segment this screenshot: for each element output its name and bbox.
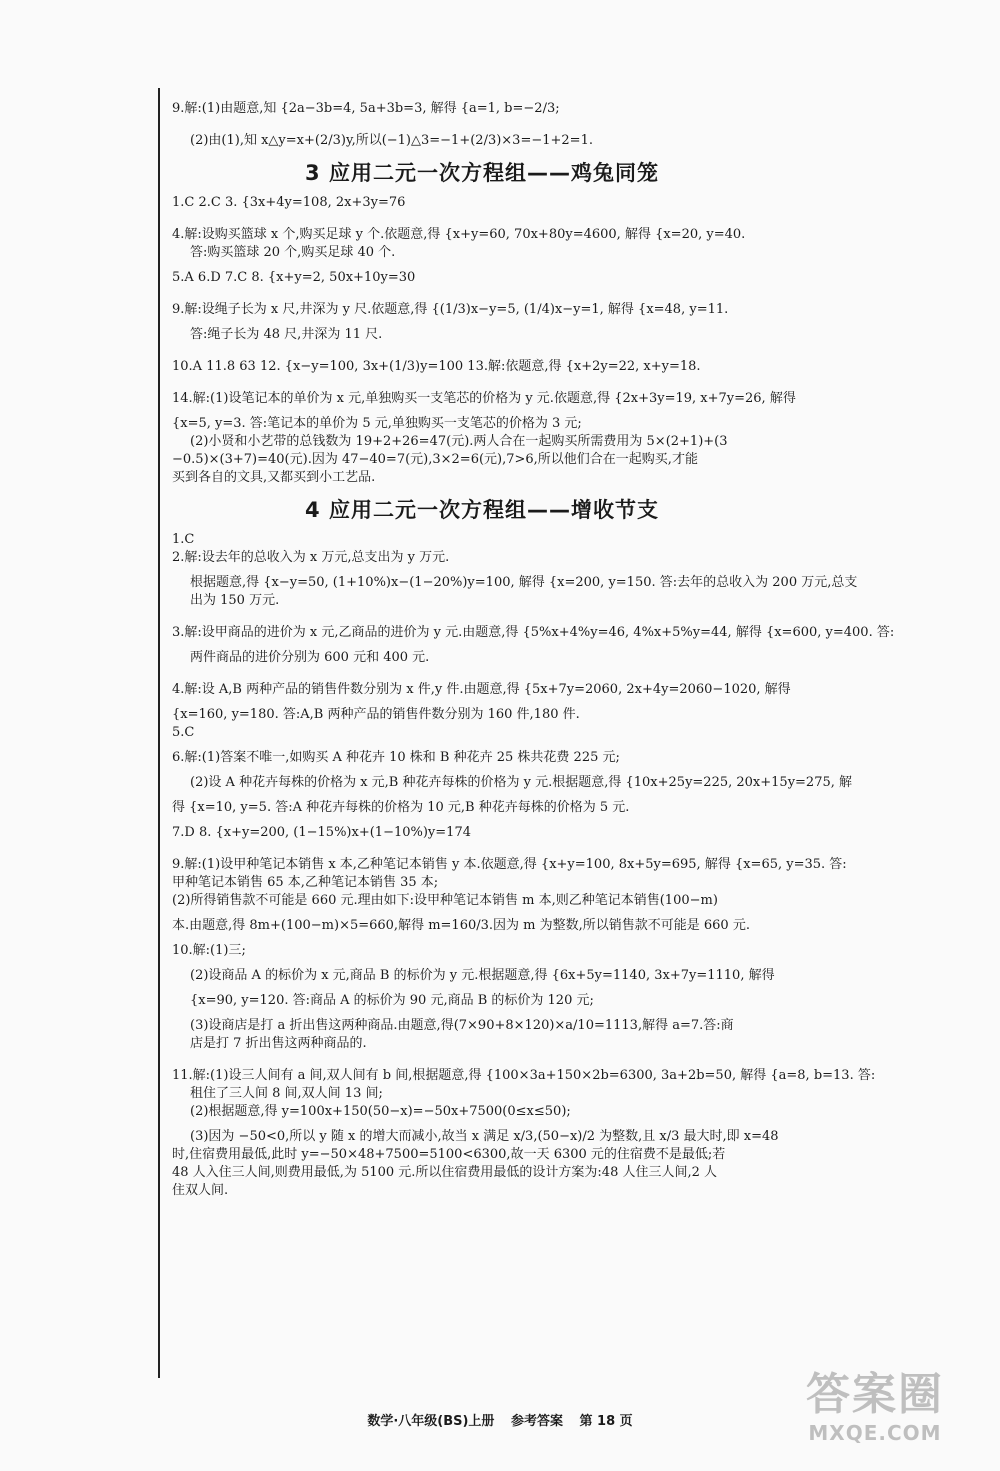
answer-line: 1.C 2.C 3. {3x+4y=108, 2x+3y=76 xyxy=(172,195,406,210)
margin-rule xyxy=(158,88,160,1378)
page-number: 第 18 页 xyxy=(579,1414,633,1429)
answer-line: 7.D 8. {x+y=200, (1−15%)x+(1−10%)y=174 xyxy=(172,825,471,840)
answer-line: 1.C xyxy=(172,532,195,547)
answer-line: (2)设商品 A 的标价为 x 元,商品 B 的标价为 y 元.根据题意,得 {6x+5y=1140, 3x+7y=1110, 解得 xyxy=(190,968,775,983)
answer-line: {x=160, y=180. 答:A,B 两种产品的销售件数分别为 160 件,180 件. xyxy=(172,707,580,722)
answer-line: 根据题意,得 {x−y=50, (1+10%)x−(1−20%)y=100, 解得 {x=200, y=150. 答:去年的总收入为 200 万元,总支 xyxy=(190,575,858,590)
answer-line: 买到各自的文具,又都买到小工艺品. xyxy=(172,470,376,485)
answer-line: (3)设商店是打 a 折出售这两种商品.由题意,得(7×90+8×120)×a/10=1113,解得 a=7.答:商 xyxy=(190,1018,734,1033)
answer-line: 9.解:(1)设甲种笔记本销售 x 本,乙种笔记本销售 y 本.依题意,得 {x+y=100, 8x+5y=695, 解得 {x=65, y=35. 答: xyxy=(172,857,847,872)
answer-line: 4.解:设 A,B 两种产品的销售件数分别为 x 件,y 件.由题意,得 {5x+7y=2060, 2x+4y=2060−1020, 解得 xyxy=(172,682,791,697)
answer-line: (2)由(1),知 x△y=x+(2/3)y,所以(−1)△3=−1+(2/3)×3=−1+2=1. xyxy=(190,133,593,148)
section-4-title: 4 应用二元一次方程组——增收节支 xyxy=(305,498,659,522)
answer-line: {x=5, y=3. 答:笔记本的单价为 5 元,单独购买一支笔芯的价格为 3 元; xyxy=(172,416,582,431)
answer-line: (3)因为 −50<0,所以 y 随 x 的增大而减小,故当 x 满足 x/3,(50−x)/2 为整数,且 x/3 最大时,即 x=48 xyxy=(190,1129,779,1144)
answer-line: 14.解:(1)设笔记本的单价为 x 元,单独购买一支笔芯的价格为 y 元.依题意,得 {2x+3y=19, x+7y=26, 解得 xyxy=(172,391,796,406)
answer-line: {x=90, y=120. 答:商品 A 的标价为 90 元,商品 B 的标价为 120 元; xyxy=(190,993,594,1008)
answer-line: (2)设 A 种花卉每株的价格为 x 元,B 种花卉每株的价格为 y 元.根据题意,得 {10x+25y=225, 20x+15y=275, 解 xyxy=(190,775,853,790)
watermark-logo-text: 答案圈 xyxy=(806,1369,944,1420)
answer-line: 店是打 7 折出售这两种商品的. xyxy=(190,1036,367,1051)
answer-line: 甲种笔记本销售 65 本,乙种笔记本销售 35 本; xyxy=(172,875,439,890)
answer-line: 本.由题意,得 8m+(100−m)×5=660,解得 m=160/3.因为 m 为整数,所以销售款不可能是 660 元. xyxy=(172,918,750,933)
answer-line: 10.解:(1)三; xyxy=(172,943,246,958)
answer-line: 时,住宿费用最低,此时 y=−50×48+7500=5100<6300,故一天 6300 元的住宿费不是最低;若 xyxy=(172,1147,726,1162)
answer-line: 两件商品的进价分别为 600 元和 400 元. xyxy=(190,650,430,665)
answer-line: 答:绳子长为 48 尺,井深为 11 尺. xyxy=(190,327,383,342)
footer-subject: 数学·八年级(BS)上册 xyxy=(367,1414,495,1429)
answer-line: 答:购买篮球 20 个,购买足球 40 个. xyxy=(190,245,396,260)
answer-line: 4.解:设购买篮球 x 个,购买足球 y 个.依题意,得 {x+y=60, 70x+80y=4600, 解得 {x=20, y=40. xyxy=(172,227,746,242)
answer-line: −0.5)×(3+7)=40(元).因为 47−40=7(元),3×2=6(元),7>6,所以他们合在一起购买,才能 xyxy=(172,452,698,467)
section-3-title: 3 应用二元一次方程组——鸡兔同笼 xyxy=(305,161,659,185)
answer-line: 9.解:(1)由题意,知 {2a−3b=4, 5a+3b=3, 解得 {a=1, b=−2/3; xyxy=(172,101,560,116)
answer-line: 租住了三人间 8 间,双人间 13 间; xyxy=(190,1086,383,1101)
answer-content xyxy=(172,100,895,1200)
answer-line: 10.A 11.8 63 12. {x−y=100, 3x+(1/3)y=100 13.解:依题意,得 {x+2y=22, x+y=18. xyxy=(172,359,701,374)
answer-line: 6.解:(1)答案不唯一,如购买 A 种花卉 10 株和 B 种花卉 25 株共花费 225 元; xyxy=(172,750,620,765)
answer-line: (2)所得销售款不可能是 660 元.理由如下:设甲种笔记本销售 m 本,则乙种笔记本销售(100−m) xyxy=(172,893,718,908)
answer-line: 5.C xyxy=(172,725,195,740)
answer-line: 11.解:(1)设三人间有 a 间,双人间有 b 间,根据题意,得 {100×3a+150×2b=6300, 3a+2b=50, 解得 {a=8, b=13. 答: xyxy=(172,1068,876,1083)
answer-line: 住双人间. xyxy=(172,1183,229,1198)
watermark-site: MXQE.COM xyxy=(808,1421,942,1445)
answer-line: 2.解:设去年的总收入为 x 万元,总支出为 y 万元. xyxy=(172,550,450,565)
answer-line: (2)根据题意,得 y=100x+150(50−x)=−50x+7500(0≤x≤50); xyxy=(190,1104,571,1119)
answer-line: 3.解:设甲商品的进价为 x 元,乙商品的进价为 y 元.由题意,得 {5%x+4%y=46, 4%x+5%y=44, 解得 {x=600, y=400. 答: xyxy=(172,625,895,640)
answer-line: 得 {x=10, y=5. 答:A 种花卉每株的价格为 10 元,B 种花卉每株的价格为 5 元. xyxy=(172,800,630,815)
footer-label: 参考答案 xyxy=(510,1414,563,1429)
answer-line: 5.A 6.D 7.C 8. {x+y=2, 50x+10y=30 xyxy=(172,270,416,285)
page-footer xyxy=(330,1410,670,1429)
answer-line: 48 人入住三人间,则费用最低,为 5100 元.所以住宿费用最低的设计方案为:48 人住三人间,2 人 xyxy=(172,1165,718,1180)
answer-line: (2)小贤和小艺带的总钱数为 19+2+26=47(元).两人合在一起购买所需费用为 5×(2+1)+(3 xyxy=(190,434,728,449)
watermark-logo xyxy=(790,1369,960,1459)
answer-line: 9.解:设绳子长为 x 尺,井深为 y 尺.依题意,得 {(1/3)x−y=5, (1/4)x−y=1, 解得 {x=48, y=11. xyxy=(172,302,729,317)
answer-line: 出为 150 万元. xyxy=(190,593,280,608)
